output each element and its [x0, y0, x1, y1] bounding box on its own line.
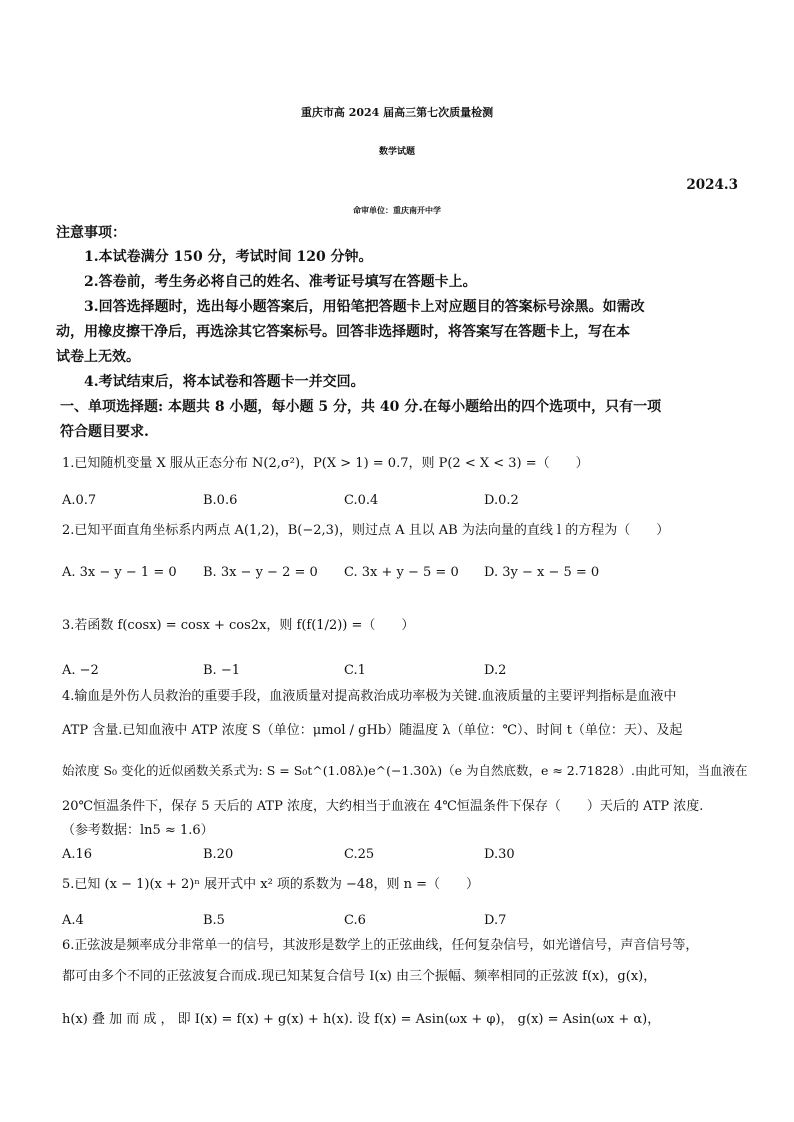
notice-item-2: 2.答卷前，考生务必将自己的姓名、准考证号填写在答题卡上。	[84, 274, 477, 290]
section-heading: 一、单项选择题: 本题共 8 小题，每小题 5 分，共 40 分.在每小题给出的四个选项中，只有一项	[60, 399, 662, 415]
exam-title: 重庆市高 2024 届高三第七次质量检测	[300, 106, 494, 119]
question-6-stem-1: 6.正弦波是频率成分非常单一的信号，其波形是数学上的正弦曲线，任何复杂信号，如光谱信号，声音信号等，	[62, 938, 699, 953]
section-heading-cont: 符合题目要求.	[60, 424, 149, 440]
question-1-option-b: B.0.6	[203, 493, 238, 508]
question-5-option-a: A.4	[62, 913, 84, 928]
notice-item-3: 3.回答选择题时，选出每小题答案后，用铅笔把答题卡上对应题目的答案标号涂黑。如需改	[84, 299, 645, 315]
question-3-option-b: B. −1	[203, 663, 240, 678]
question-4-stem-1: 4.输血是外伤人员救治的重要手段，血液质量对提高救治成功率极为关键.血液质量的主要评判指标是血液中	[62, 689, 677, 704]
notice-item-1: 1.本试卷满分 150 分，考试时间 120 分钟。	[84, 249, 373, 265]
question-4-option-d: D.30	[484, 847, 515, 862]
notice-item-4: 4.考试结束后，将本试卷和答题卡一并交回。	[84, 374, 365, 390]
question-1-option-a: A.0.7	[62, 493, 97, 508]
question-3-option-c: C.1	[344, 663, 366, 678]
subject-title: 数学试题	[378, 147, 415, 157]
notice-item-3-end: 试卷上无效。	[56, 349, 140, 365]
question-4-option-b: B.20	[203, 847, 234, 862]
question-2-option-b: B. 3x − y − 2 = 0	[203, 565, 318, 580]
question-2-option-d: D. 3y − x − 5 = 0	[484, 565, 600, 580]
question-6-stem-2: 都可由多个不同的正弦波复合而成.现已知某复合信号 I(x) 由三个振幅、频率相同的正弦波 f(x)，g(x)，	[62, 969, 657, 984]
question-5-option-b: B.5	[203, 913, 225, 928]
question-1-option-d: D.0.2	[484, 493, 519, 508]
question-3-option-a: A. −2	[62, 663, 99, 678]
notice-item-3-cont: 动，用橡皮擦干净后，再选涂其它答案标号。回答非选择题时，将答案写在答题卡上，写在本	[56, 324, 630, 340]
question-3-option-d: D.2	[484, 663, 507, 678]
authoring-unit: 命审单位：重庆南开中学	[353, 205, 441, 215]
question-2-option-c: C. 3x + y − 5 = 0	[344, 565, 459, 580]
question-1-stem: 1.已知随机变量 X 服从正态分布 N(2,σ²)，P(X > 1) = 0.7，则 P(2 < X < 3) =（ ）	[62, 456, 589, 471]
question-4-option-a: A.16	[62, 847, 93, 862]
question-3-stem: 3.若函数 f(cosx) = cosx + cos2x，则 f(f(1/2)) =（ ）	[62, 618, 415, 633]
question-2-stem: 2.已知平面直角坐标系内两点 A(1,2)，B(−2,3)，则过点 A 且以 AB 为法向量的直线 l 的方程为（ ）	[62, 523, 670, 538]
question-4-stem-2: ATP 含量.已知血液中 ATP 浓度 S（单位：μmol / gHb）随温度 λ（单位：℃）、时间 t（单位：天）、及起	[62, 723, 683, 738]
question-2-option-a: A. 3x − y − 1 = 0	[62, 565, 177, 580]
question-4-stem-4: 20℃恒温条件下，保存 5 天后的 ATP 浓度，大约相当于血液在 4℃恒温条件下保存（ ）天后的 ATP 浓度.	[62, 799, 704, 814]
question-5-option-d: D.7	[484, 913, 507, 928]
question-1-option-c: C.0.4	[344, 493, 379, 508]
question-5-stem: 5.已知 (x − 1)(x + 2)ⁿ 展开式中 x² 项的系数为 −48，则 n =（ ）	[62, 877, 480, 892]
question-4-stem-5: （参考数据：ln5 ≈ 1.6）	[62, 823, 214, 838]
question-6-stem-3: h(x) 叠 加 而 成 ， 即 I(x) = f(x) + g(x) + h(x). 设 f(x) = Asin(ωx + φ)， g(x) = Asin(ωx + α)，	[62, 1012, 661, 1027]
question-4-stem-3: 始浓度 S₀ 变化的近似函数关系式为: S = S₀t^(1.08λ)e^(−1.30λ)（e 为自然底数，e ≈ 2.71828）.由此可知，当血液在	[62, 763, 748, 778]
question-5-option-c: C.6	[344, 913, 366, 928]
exam-date: 2024.3	[686, 177, 738, 193]
notice-heading: 注意事项：	[56, 225, 126, 241]
question-4-option-c: C.25	[344, 847, 375, 862]
